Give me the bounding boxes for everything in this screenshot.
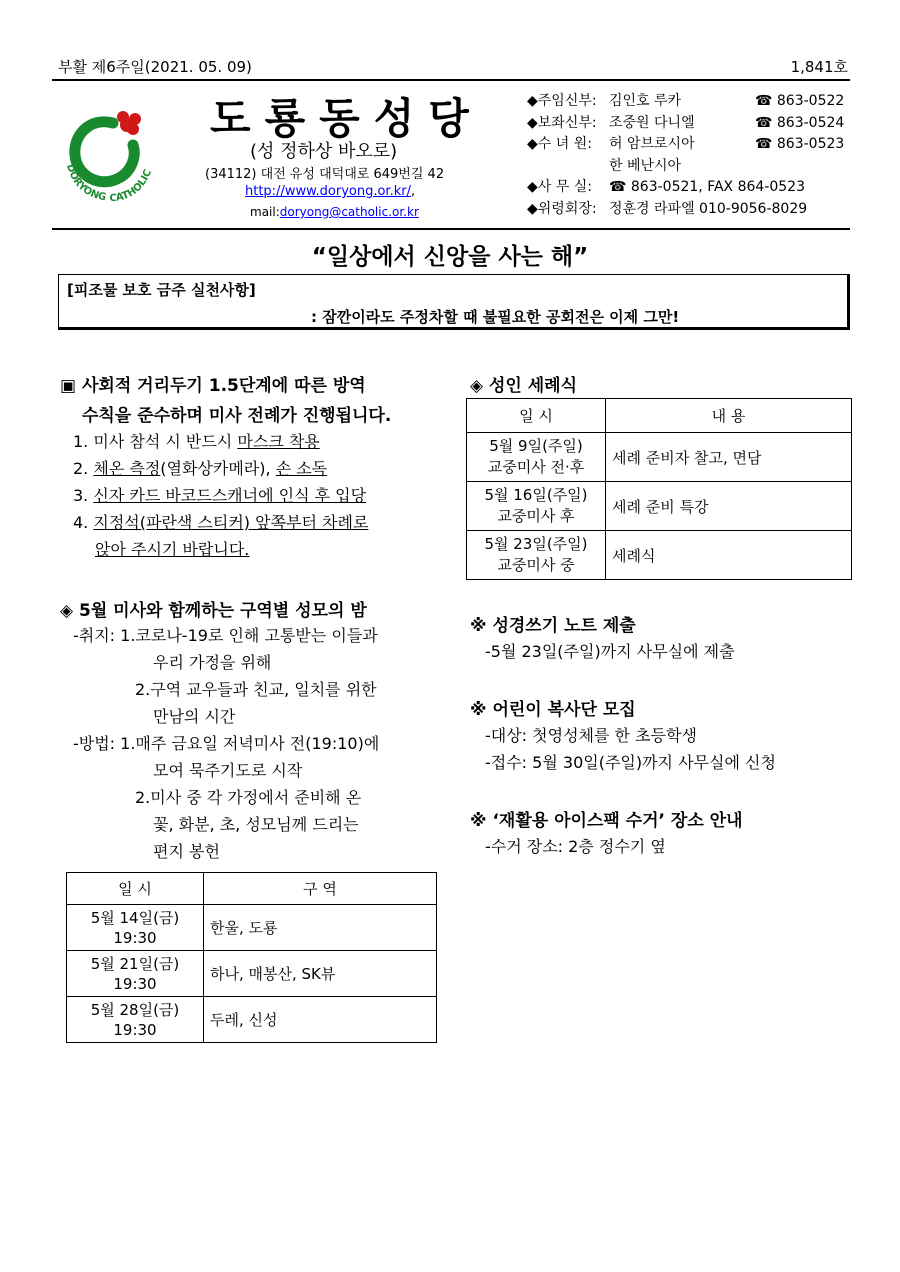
covid-rules-list — [73, 428, 368, 563]
parish-name: 도룡동성당 — [210, 94, 483, 143]
list-item: 2. 체온 측정(열화상카메라), 손 소독 — [73, 459, 328, 478]
bible-note-title: ※ 성경쓰기 노트 제출 — [470, 616, 636, 636]
table-row: 5월 23일(주일) 교중미사 중 세례식 — [467, 531, 852, 580]
rosary-schedule-table — [66, 872, 437, 1043]
staff-row: ◆주임신부: 김인호 루카 ☎ 863-0522 — [527, 93, 845, 109]
baptism-title: ◈ 성인 세례식 — [470, 376, 578, 396]
date-line: 부활 제6주일(2021. 05. 09) — [58, 58, 252, 76]
ice-pack-detail: -수거 장소: 2층 정수기 옆 — [485, 837, 666, 856]
table-header-row: 일 시 내 용 — [467, 399, 852, 433]
bible-note-detail: -5월 23일(주일)까지 사무실에 제출 — [485, 642, 735, 661]
covid-title-line2: 수칙을 준수하며 미사 전례가 진행됩니다. — [82, 406, 392, 426]
email: mail:doryong@catholic.or.kr — [250, 205, 419, 219]
parish-logo — [55, 95, 165, 210]
staff-row: ◆보좌신부: 조중원 다니엘 ☎ 863-0524 — [527, 114, 845, 131]
list-item-continuation: 앉아 주시기 바랍니다. — [95, 540, 250, 559]
email-link[interactable]: doryong@catholic.or.kr — [279, 205, 419, 219]
list-item: 4. 지정석(파란색 스티커) 앞쪽부터 차례로 — [73, 513, 369, 532]
table-header-row: 일 시 구 역 — [67, 873, 437, 905]
creation-care-notice — [58, 274, 850, 330]
table-row: 5월 14일(금) 19:30 한울, 도룡 — [67, 905, 437, 951]
header-divider-top — [52, 79, 850, 81]
table-row: 5월 28일(금) 19:30 두레, 신성 — [67, 997, 437, 1043]
website-link[interactable]: http://www.doryong.or.kr/ — [245, 184, 411, 199]
yearly-slogan: “일상에서 신앙을 사는 해” — [311, 244, 589, 270]
logo-text: DORYONG CATHOLIC — [64, 162, 155, 205]
list-item: 3. 신자 카드 바코드스캐너에 인식 후 입당 — [73, 486, 367, 505]
rosary-details: -취지: 1.코로나-19로 인해 고통받는 이들과 우리 가정을 위해 2.구역 교우들과 친교, 일치를 위한 만남의 시간 -방법: 1.매주 금요일 저녁미사 전(19:10)에 모여 묵주기도로 시작 2.미사 중 각 가정에서 준비해 온 꽃, 화분, 초, 성모님께 드리는 편지 봉헌 — [73, 626, 380, 861]
header-divider-bottom — [52, 228, 850, 230]
ice-pack-title: ※ ‘재활용 아이스팩 수거’ 장소 안내 — [470, 811, 743, 831]
baptism-schedule-table — [466, 398, 852, 580]
table-row: 5월 9일(주일) 교중미사 전·후 세례 준비자 찰고, 면담 — [467, 433, 852, 482]
list-item: 1. 미사 참석 시 반드시 마스크 착용 — [73, 432, 320, 451]
table-row: 5월 21일(금) 19:30 하나, 매봉산, SK뷰 — [67, 951, 437, 997]
staff-row: ◆사 무 실: ☎ 863-0521, FAX 864-0523 — [527, 179, 805, 195]
staff-row: ◆수 녀 원: 허 암브로시아 ☎ 863-0523 — [527, 136, 845, 152]
notice-heading: [피조물 보호 금주 실천사항] — [67, 281, 256, 299]
staff-list — [527, 91, 844, 220]
notice-body: : 잠깐이라도 주정차할 때 불필요한 공회전은 이제 그만! — [311, 308, 680, 326]
issue-number: 1,841호 — [790, 58, 848, 76]
staff-row: 한 베난시아 — [609, 157, 682, 174]
parish-address: (34112) 대전 유성 대덕대로 649번길 42 — [205, 167, 445, 182]
altar-servers-details: -대상: 첫영성체를 한 초등학생 -접수: 5월 30일(주일)까지 사무실에 신청 — [485, 726, 776, 772]
logo-icon — [55, 95, 165, 210]
staff-row: ◆위령회장: 정훈경 라파엘 010-9056-8029 — [527, 200, 808, 217]
altar-servers-title: ※ 어린이 복사단 모집 — [470, 700, 636, 720]
table-row: 5월 16일(주일) 교중미사 후 세례 준비 특강 — [467, 482, 852, 531]
covid-title-line1: ▣ 사회적 거리두기 1.5단계에 따른 방역 — [60, 376, 366, 396]
rosary-title: ◈ 5월 미사와 함께하는 구역별 성모의 밤 — [60, 601, 367, 621]
patron-saint: (성 정하상 바오로) — [250, 141, 398, 162]
website: http://www.doryong.or.kr/, — [245, 184, 416, 199]
